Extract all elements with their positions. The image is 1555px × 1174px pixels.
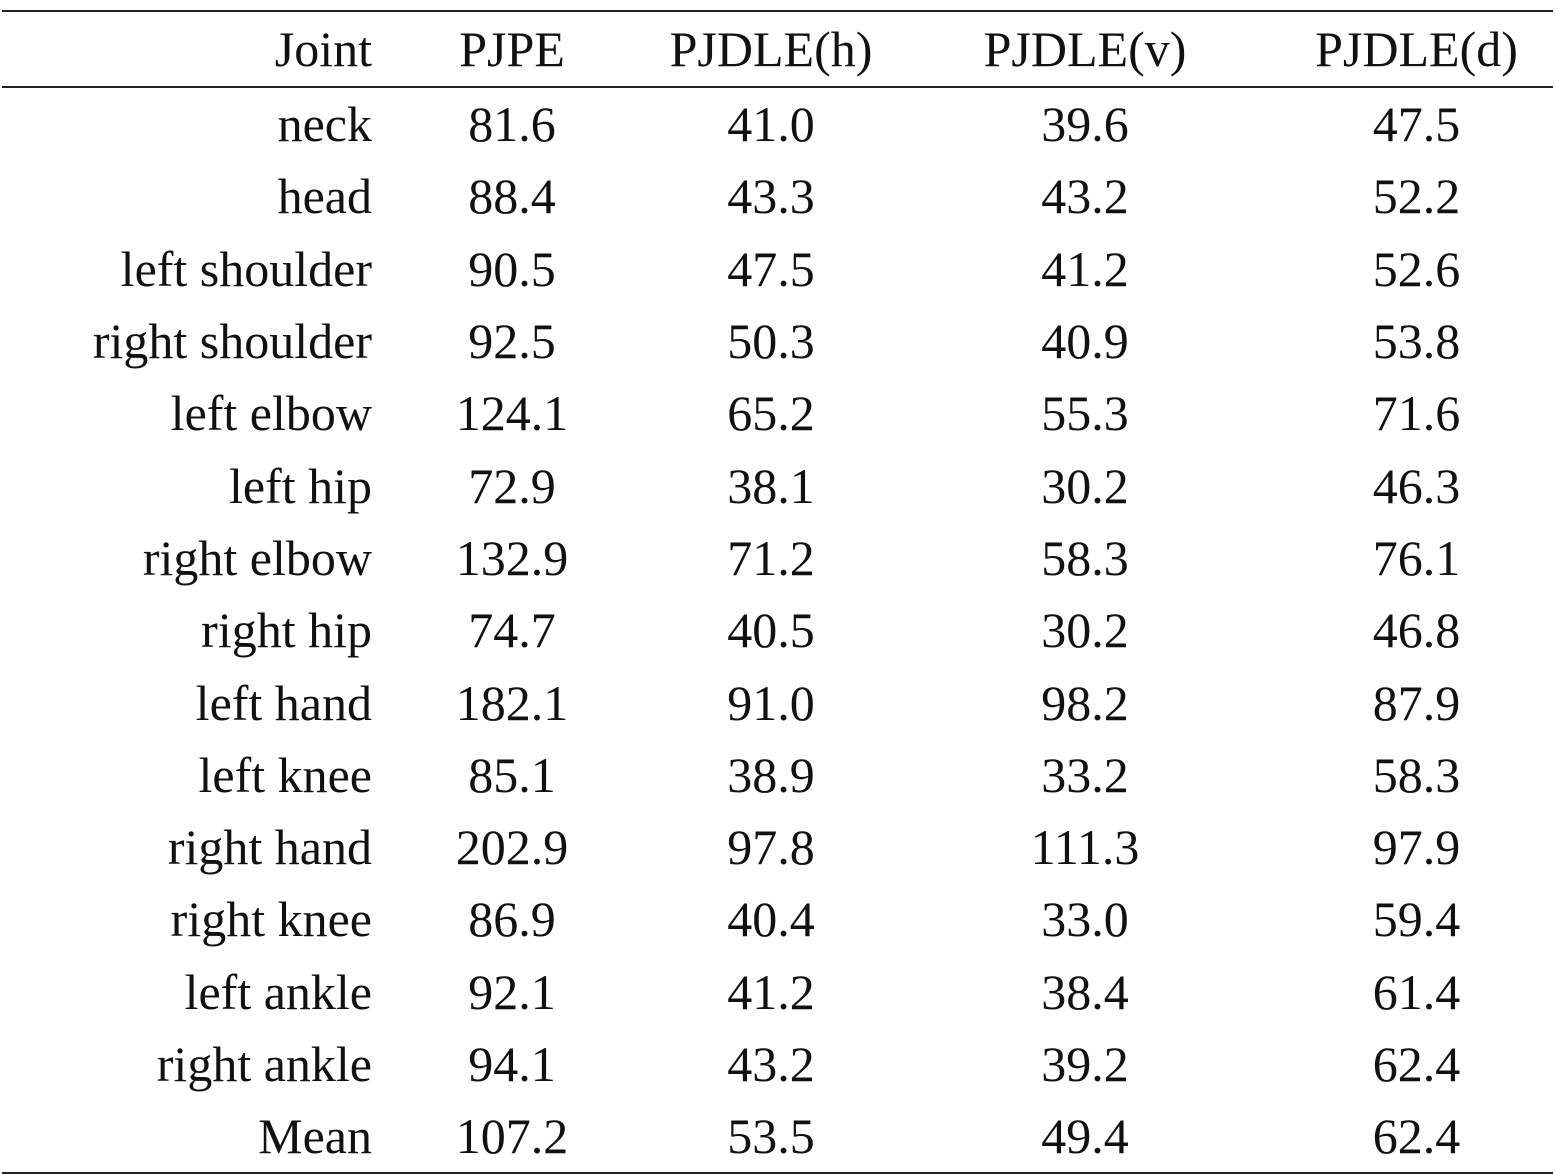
cell-pjdle-d: 61.4: [1372, 963, 1461, 1020]
table-row: [2, 811, 1553, 883]
cell-pjpe: 90.5: [468, 240, 556, 297]
cell-joint: head: [277, 168, 372, 225]
cell-pjpe: 107.2: [455, 1108, 569, 1165]
header-pjdle-v: PJDLE(v): [983, 21, 1187, 77]
cell-pjdle-h: 53.5: [727, 1108, 815, 1165]
cell-pjdle-h: 91.0: [727, 674, 815, 731]
cell-joint: left hip: [228, 457, 372, 514]
cell-pjdle-h: 40.4: [727, 891, 815, 948]
table-body: [2, 87, 1553, 1173]
cell-pjdle-v: 40.9: [1041, 313, 1129, 370]
table-row: [2, 1100, 1553, 1173]
cell-joint: right hip: [201, 602, 372, 659]
cell-pjdle-v: 33.0: [1041, 891, 1129, 948]
joint-error-table: [2, 10, 1553, 1174]
cell-pjdle-d: 47.5: [1372, 96, 1461, 153]
cell-pjdle-d: 59.4: [1372, 891, 1461, 948]
cell-pjdle-v: 41.2: [1041, 240, 1129, 297]
table-row: [2, 1028, 1553, 1100]
cell-pjdle-d: 58.3: [1372, 746, 1461, 803]
cell-pjdle-h: 71.2: [727, 529, 815, 586]
cell-pjdle-d: 97.9: [1372, 819, 1461, 876]
cell-joint: right ankle: [156, 1036, 372, 1092]
cell-pjpe: 88.4: [468, 168, 556, 225]
cell-pjdle-d: 52.6: [1372, 240, 1461, 297]
cell-pjdle-h: 41.0: [727, 96, 815, 153]
cell-pjdle-v: 49.4: [1041, 1108, 1129, 1165]
cell-pjdle-d: 87.9: [1372, 674, 1461, 731]
cell-pjdle-v: 33.2: [1041, 746, 1129, 803]
table-header: [2, 11, 1553, 87]
table-row: [2, 160, 1553, 232]
cell-pjdle-h: 47.5: [727, 240, 815, 297]
cell-pjpe: 124.1: [455, 385, 569, 442]
cell-joint: left shoulder: [120, 240, 372, 297]
table-row: [2, 739, 1553, 811]
cell-pjpe: 74.7: [468, 602, 556, 659]
cell-pjdle-d: 62.4: [1372, 1036, 1461, 1092]
cell-pjdle-v: 58.3: [1041, 529, 1129, 586]
cell-pjpe: 132.9: [455, 529, 569, 586]
cell-pjdle-d: 46.8: [1372, 602, 1461, 659]
cell-pjdle-d: 53.8: [1372, 313, 1461, 370]
table-row: [2, 956, 1553, 1028]
cell-joint: right knee: [170, 891, 372, 948]
table-row: [2, 883, 1553, 955]
cell-pjdle-h: 41.2: [727, 963, 815, 1020]
cell-pjpe: 92.1: [468, 963, 556, 1020]
cell-pjdle-h: 38.1: [727, 457, 815, 514]
cell-joint: neck: [277, 96, 372, 153]
cell-pjpe: 94.1: [468, 1036, 556, 1092]
cell-joint: left elbow: [170, 385, 372, 442]
cell-joint: left knee: [198, 746, 372, 803]
header-joint: Joint: [274, 21, 372, 77]
cell-joint: right elbow: [142, 529, 372, 586]
cell-pjdle-v: 55.3: [1041, 385, 1129, 442]
cell-pjpe: 81.6: [468, 96, 556, 153]
cell-pjpe: 72.9: [468, 457, 556, 514]
table-row: [2, 233, 1553, 305]
results-table-container: [2, 10, 1553, 1174]
cell-pjdle-v: 39.2: [1041, 1036, 1129, 1092]
cell-pjdle-d: 52.2: [1372, 168, 1461, 225]
cell-pjdle-v: 39.6: [1041, 96, 1129, 153]
cell-pjdle-d: 46.3: [1372, 457, 1461, 514]
cell-joint: left ankle: [184, 963, 372, 1020]
cell-pjdle-h: 43.2: [727, 1036, 815, 1092]
table-row: [2, 449, 1553, 521]
table-row: [2, 305, 1553, 377]
header-pjdle-d: PJDLE(d): [1315, 21, 1518, 77]
cell-pjpe: 182.1: [455, 674, 569, 731]
cell-joint: right hand: [167, 819, 372, 876]
cell-pjdle-h: 97.8: [727, 819, 815, 876]
cell-pjdle-v: 30.2: [1041, 602, 1129, 659]
header-row: [2, 11, 1553, 87]
table-row: [2, 594, 1553, 666]
cell-pjdle-h: 43.3: [727, 168, 815, 225]
cell-pjdle-h: 50.3: [727, 313, 815, 370]
cell-joint: Mean: [258, 1108, 372, 1165]
table-row: [2, 522, 1553, 594]
cell-pjdle-v: 43.2: [1041, 168, 1129, 225]
cell-pjdle-h: 38.9: [727, 746, 815, 803]
cell-pjdle-d: 71.6: [1372, 385, 1461, 442]
cell-pjpe: 202.9: [455, 819, 569, 876]
cell-pjdle-v: 30.2: [1041, 457, 1129, 514]
header-pjdle-h: PJDLE(h): [669, 21, 873, 77]
cell-pjpe: 85.1: [468, 746, 556, 803]
cell-pjdle-d: 62.4: [1372, 1108, 1461, 1165]
cell-joint: left hand: [195, 674, 372, 731]
table-row: [2, 666, 1553, 738]
cell-pjdle-h: 40.5: [727, 602, 815, 659]
cell-pjdle-h: 65.2: [727, 385, 815, 442]
cell-pjpe: 92.5: [468, 313, 556, 370]
header-pjpe: PJPE: [459, 21, 565, 77]
cell-pjdle-d: 76.1: [1372, 529, 1461, 586]
cell-pjdle-v: 111.3: [1030, 819, 1140, 876]
table-row: [2, 87, 1553, 160]
table-row: [2, 377, 1553, 449]
cell-pjdle-v: 98.2: [1041, 674, 1129, 731]
cell-pjdle-v: 38.4: [1041, 963, 1129, 1020]
cell-pjpe: 86.9: [468, 891, 556, 948]
cell-joint: right shoulder: [92, 313, 372, 370]
